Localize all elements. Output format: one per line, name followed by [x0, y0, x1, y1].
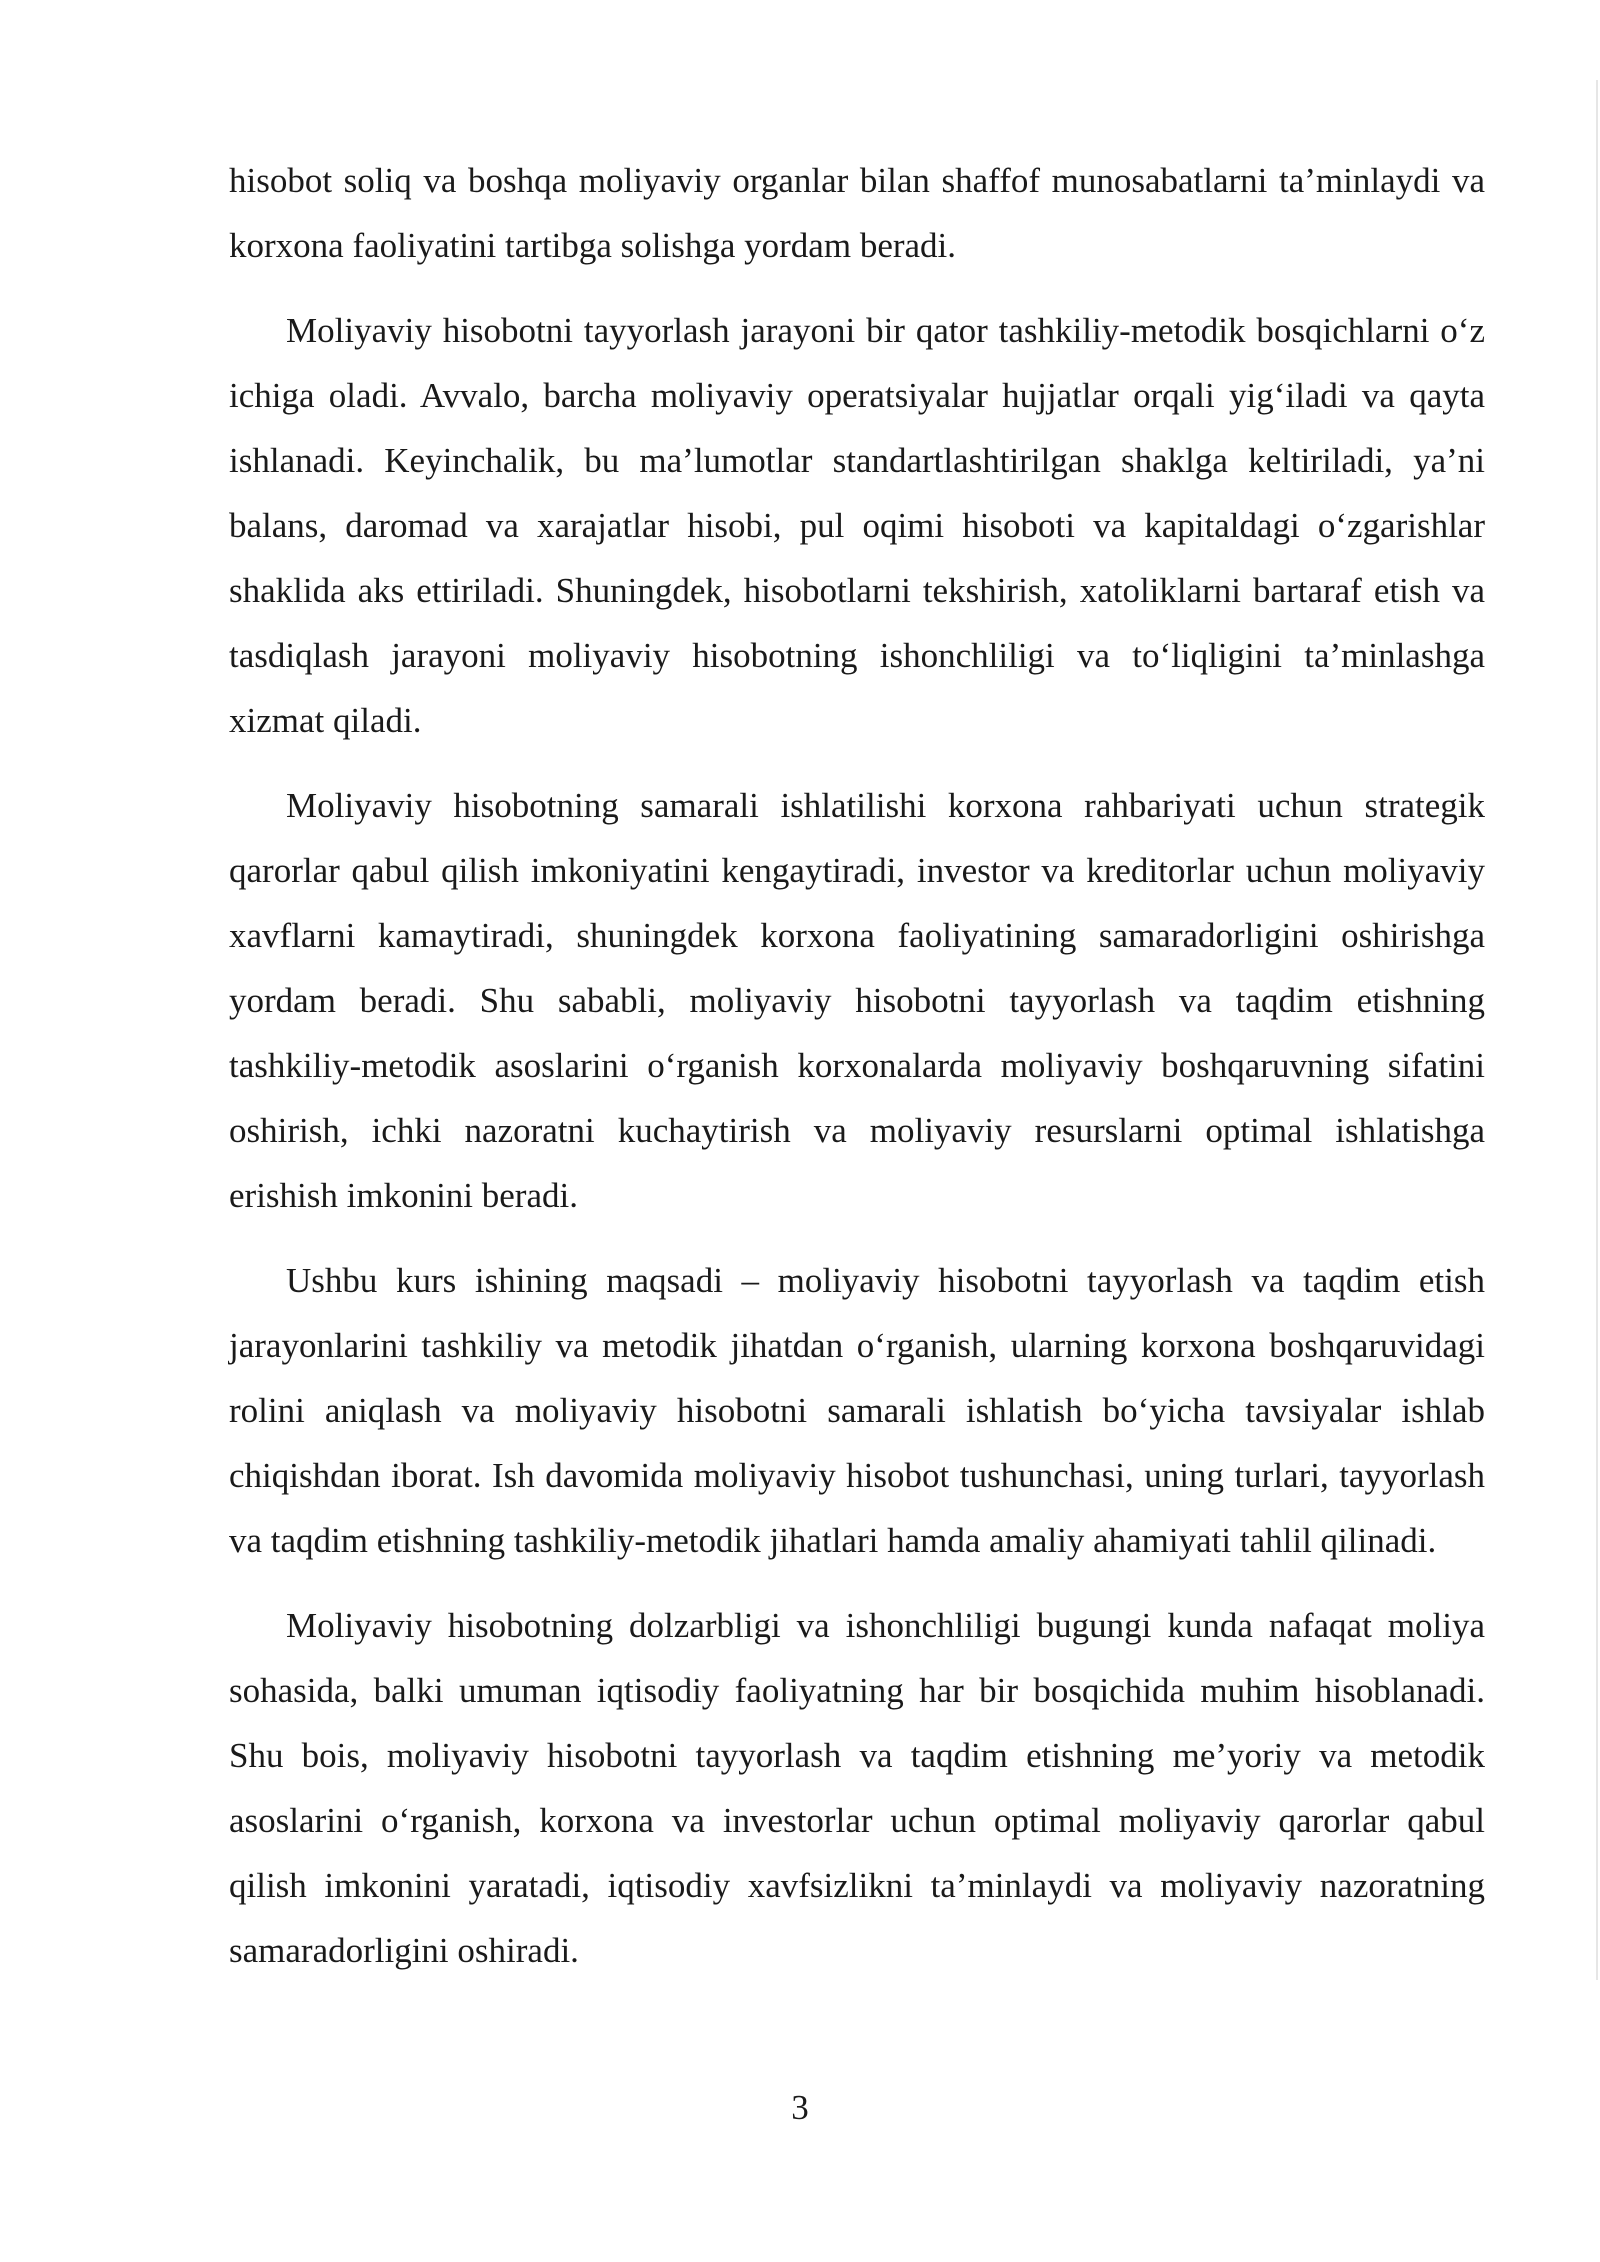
- paragraph-continuation: hisobot soliq va boshqa moliyaviy organlar bilan shaffof munosabatlarni ta’minlaydi va korxona faoliyatini tartibga solishga yordam beradi.: [229, 161, 1485, 265]
- page-number: 3: [791, 2088, 809, 2127]
- paragraph-effective-use: Moliyaviy hisobotning samarali ishlatilishi korxona rahbariyati uchun strategik qarorlar qabul qilish imkoniyatini kengaytiradi, investor va kreditorlar uchun moliyaviy xavflarni kamaytiradi, shuningdek korxona faoliyatining samaradorligini oshirishga yordam beradi. Shu sababli, moliyaviy hisobotni tayyorlash va taqdim etishning tashkiliy-metodik asoslarini o‘rganish korxonalarda moliyaviy boshqaruvning sifatini oshirish, ichki nazoratni kuchaytirish va moliyaviy resurslarni optimal ishlatishga erishish imkonini beradi.: [229, 786, 1485, 1215]
- paragraph-course-goal: Ushbu kurs ishining maqsadi – moliyaviy hisobotni tayyorlash va taqdim etish jarayonlarini tashkiliy va metodik jihatdan o‘rganish, ularning korxona boshqaruvidagi rolini aniqlash va moliyaviy hisobotni samarali ishlatish bo‘yicha tavsiyalar ishlab chiqishdan iborat. Ish davomida moliyaviy hisobot tushunchasi, uning turlari, tayyorlash va taqdim etishning tashkiliy-metodik jihatlari hamda amaliy ahamiyati tahlil qilinadi.: [229, 1261, 1485, 1560]
- body-text: [229, 148, 1485, 2003]
- paragraph-preparation-stages: Moliyaviy hisobotni tayyorlash jarayoni bir qator tashkiliy-metodik bosqichlarni o‘z ichiga oladi. Avvalo, barcha moliyaviy operatsiyalar hujjatlar orqali yig‘iladi va qayta ishlanadi. Keyinchalik, bu ma’lumotlar standartlashtirilgan shaklga keltiriladi, ya’ni balans, daromad va xarajatlar hisobi, pul oqimi hisoboti va kapitaldagi o‘zgarishlar shaklida aks ettiriladi. Shuningdek, hisobotlarni tekshirish, xatoliklarni bartaraf etish va tasdiqlash jarayoni moliyaviy hisobotning ishonchliligi va to‘liqligini ta’minlashga xizmat qiladi.: [229, 311, 1485, 740]
- page-edge-divider: [1596, 80, 1598, 1980]
- paragraph-relevance: Moliyaviy hisobotning dolzarbligi va ishonchliligi bugungi kunda nafaqat moliya sohasida, balki umuman iqtisodiy faoliyatning har bir bosqichida muhim hisoblanadi. Shu bois, moliyaviy hisobotni tayyorlash va taqdim etishning me’yoriy va metodik asoslarini o‘rganish, korxona va investorlar uchun optimal moliyaviy qarorlar qabul qilish imkonini yaratadi, iqtisodiy xavfsizlikni ta’minlaydi va moliyaviy nazoratning samaradorligini oshiradi.: [229, 1606, 1485, 1970]
